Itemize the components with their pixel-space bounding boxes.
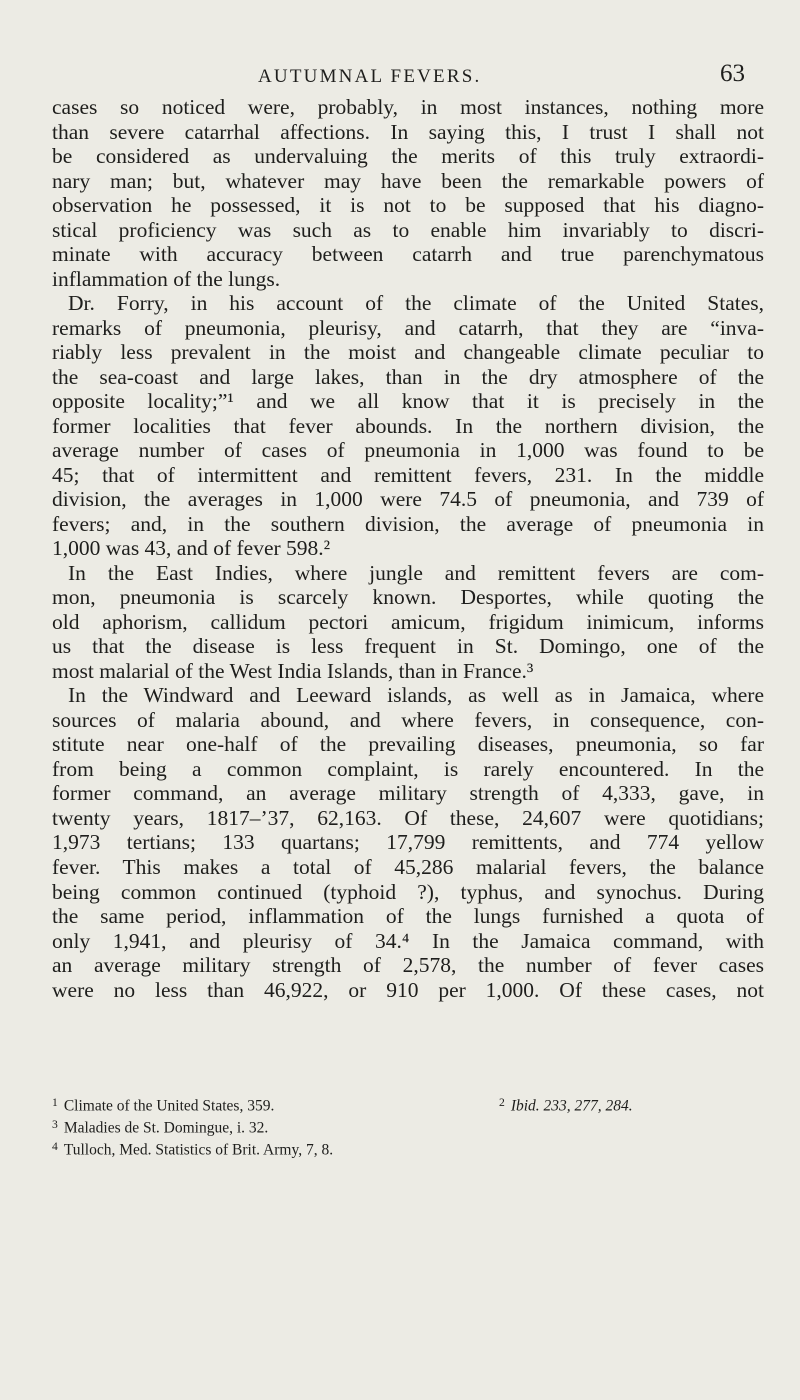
text-line: former localities that fever abounds. In the northern division, the <box>52 413 764 438</box>
footnote-text: Ibid. 233, 277, 284. <box>510 1097 633 1115</box>
running-title: AUTUMNAL FEVERS. <box>258 66 482 87</box>
text-line: opposite locality;”¹ and we all know that it is precisely in the <box>52 389 764 414</box>
text-line: twenty years, 1817–’37, 62,163. Of these, 24,607 were quotidians; <box>52 805 764 830</box>
footnote-row <box>52 1136 764 1158</box>
text-line: cases so noticed were, probably, in most instances, nothing more <box>52 95 764 119</box>
text-line: an average military strength of 2,578, the number of fever cases <box>52 953 764 978</box>
text-line: Dr. Forry, in his account of the climate of the United States, <box>68 291 764 316</box>
footnote-text: Climate of the United States, 359. <box>63 1097 275 1115</box>
footnote-row <box>52 1092 764 1114</box>
text-line: riably less prevalent in the moist and changeable climate peculiar to <box>52 340 764 365</box>
text-line: stical proficiency was such as to enable him invariably to discri- <box>52 217 764 242</box>
page-number: 63 <box>720 60 745 87</box>
footnote-text: Maladies de St. Domingue, i. 32. <box>63 1119 269 1137</box>
text-line: observation he possessed, it is not to be supposed that his diagno- <box>52 193 764 218</box>
text-line: 1,973 tertians; 133 quartans; 17,799 remittents, and 774 yellow <box>52 830 764 855</box>
text-line: In the Windward and Leeward islands, as well as in Jamaica, where <box>68 683 764 708</box>
text-line: average number of cases of pneumonia in 1,000 was found to be <box>52 438 764 463</box>
text-line: former command, an average military strength of 4,333, gave, in <box>52 781 764 806</box>
footnote-mark: 1 <box>52 1096 58 1109</box>
text-line: only 1,941, and pleurisy of 34.⁴ In the Jamaica command, with <box>52 928 764 953</box>
footnotes <box>52 1092 764 1158</box>
footnote-row <box>52 1114 764 1136</box>
text-line: stitute near one-half of the prevailing diseases, pneumonia, so far <box>52 732 764 757</box>
text-line: us that the disease is less frequent in St. Domingo, one of the <box>52 634 764 659</box>
footnote-mark: 4 <box>52 1140 58 1153</box>
text-line: nary man; but, whatever may have been the remarkable powers of <box>52 168 764 193</box>
text-line: inflammation of the lungs. <box>52 266 281 291</box>
text-line: most malarial of the West India Islands, than in France.³ <box>52 658 534 683</box>
text-line: being common continued (typhoid ?), typhus, and synochus. During <box>52 879 764 904</box>
text-line: were no less than 46,922, or 910 per 1,000. Of these cases, not <box>52 977 764 1002</box>
text-line: minate with accuracy between catarrh and true parenchymatous <box>52 242 764 267</box>
text-line: sources of malaria abound, and where fevers, in consequence, con- <box>52 707 764 732</box>
body-text <box>52 95 764 1002</box>
text-line: old aphorism, callidum pectori amicum, frigidum inimicum, informs <box>52 609 764 634</box>
footnote-text: Tulloch, Med. Statistics of Brit. Army, 7, 8. <box>63 1141 334 1159</box>
text-line: 45; that of intermittent and remittent fevers, 231. In the middle <box>52 462 764 487</box>
text-line: the sea-coast and large lakes, than in the dry atmosphere of the <box>52 364 764 389</box>
text-line: the same period, inflammation of the lungs furnished a quota of <box>52 904 764 929</box>
footnote <box>52 1136 333 1162</box>
footnote-mark: 3 <box>52 1118 58 1131</box>
text-line: remarks of pneumonia, pleurisy, and catarrh, that they are “inva- <box>52 315 764 340</box>
text-line: division, the averages in 1,000 were 74.5 of pneumonia, and 739 of <box>52 487 764 512</box>
page-header <box>0 60 800 100</box>
text-line: fever. This makes a total of 45,286 malarial fevers, the balance <box>52 854 764 879</box>
text-line: fevers; and, in the southern division, the average of pneumonia in <box>52 511 764 536</box>
text-line: be considered as undervaluing the merits of this truly extraordi- <box>52 144 764 169</box>
text-line: In the East Indies, where jungle and remittent fevers are com- <box>68 560 764 585</box>
text-line: mon, pneumonia is scarcely known. Desportes, while quoting the <box>52 585 764 610</box>
text-line: 1,000 was 43, and of fever 598.² <box>52 536 331 561</box>
text-line: than severe catarrhal affections. In saying this, I trust I shall not <box>52 119 764 144</box>
text-line: from being a common complaint, is rarely encountered. In the <box>52 756 764 781</box>
footnote-mark: 2 <box>499 1096 505 1109</box>
